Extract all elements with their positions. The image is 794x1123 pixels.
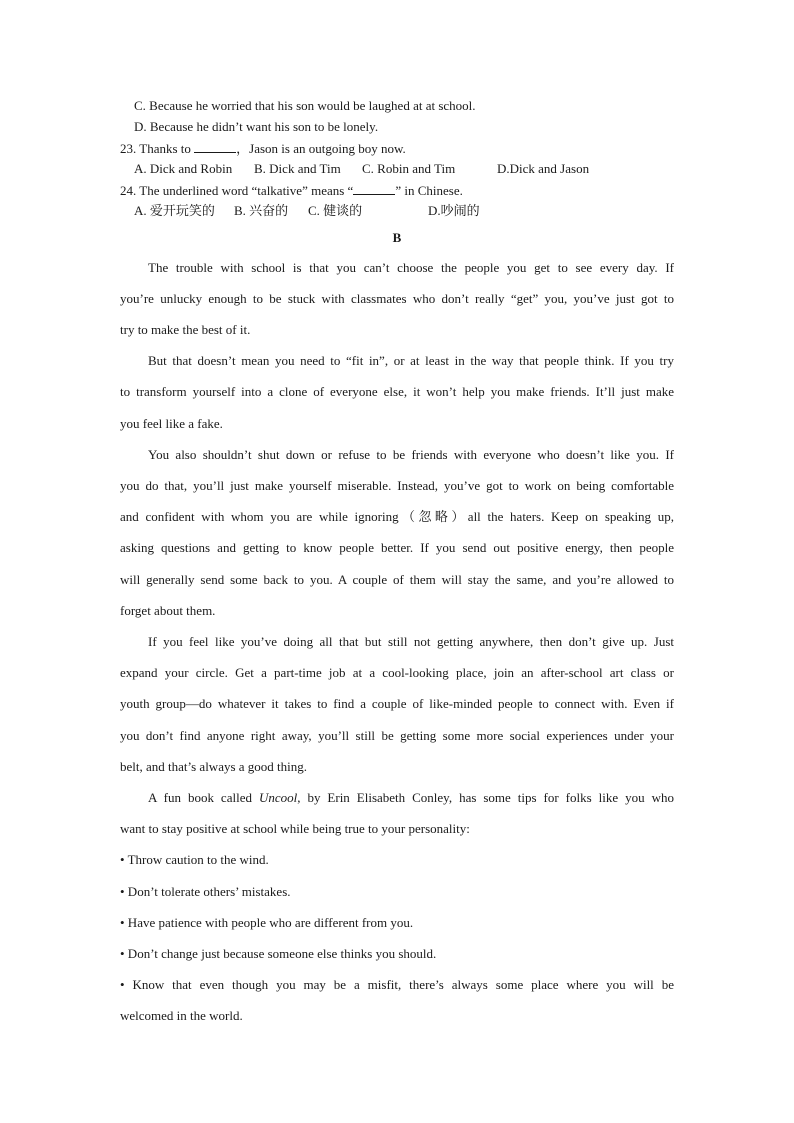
q23-option-d: D.Dick and Jason xyxy=(497,161,590,176)
q24-option-d: D.吵闹的 xyxy=(428,203,480,218)
question-24 xyxy=(120,182,463,199)
q23-option-b: B. Dick and Tim xyxy=(254,161,341,176)
section-heading: B xyxy=(392,230,402,245)
tip-item-5-continued: welcomed in the world. xyxy=(120,1008,243,1023)
option-c-prev-question: C. Because he worried that his son would be laughed at at school. xyxy=(134,98,476,113)
paragraph-4-line-2: expand your circle. Get a part-time job at a cool-looking place, join an after-school art class or xyxy=(120,665,674,680)
answer-blank xyxy=(353,182,395,195)
tip-item-5: • Know that even though you may be a misfit, there’s always some place where you will be xyxy=(120,977,674,992)
paragraph-4-line-4: you don’t find anyone right away, you’ll still be getting some more social experiences under your xyxy=(120,728,674,743)
q24-option-b: B. 兴奋的 xyxy=(234,203,289,218)
question-24-suffix: ” in Chinese. xyxy=(395,183,463,198)
book-title: Uncool xyxy=(258,790,298,805)
paragraph-3-line-6: forget about them. xyxy=(120,603,216,618)
tip-item-2: • Don’t tolerate others’ mistakes. xyxy=(120,884,291,899)
paragraph-2-line-1: But that doesn’t mean you need to “fit in”, or at least in the way that people think. If you try xyxy=(148,353,674,368)
answer-blank xyxy=(194,140,236,153)
paragraph-5-prefix: A fun book called xyxy=(148,790,259,805)
paragraph-4-line-3: youth group—do whatever it takes to find a couple of like-minded people to connect with. Even if xyxy=(120,696,674,711)
paragraph-1-line-1: The trouble with school is that you can’t choose the people you get to see every day. If xyxy=(148,260,674,275)
tip-item-4: • Don’t change just because someone else thinks you should. xyxy=(120,946,437,961)
option-d-prev-question: D. Because he didn’t want his son to be lonely. xyxy=(134,119,379,134)
paragraph-5-line-2: want to stay positive at school while being true to your personality: xyxy=(120,821,470,836)
paragraph-4-line-5: belt, and that’s always a good thing. xyxy=(120,759,308,774)
paragraph-3-line-1: You also shouldn’t shut down or refuse to be friends with everyone who doesn’t like you. If xyxy=(148,447,674,462)
paragraph-3-line-5: will generally send some back to you. A couple of them will stay the same, and you’re allowed to xyxy=(120,572,674,587)
paragraph-3-line-4: asking questions and getting to know people better. If you send out positive energy, then people xyxy=(120,540,674,555)
question-23 xyxy=(120,140,406,157)
q24-option-a: A. 爱开玩笑的 xyxy=(134,203,215,218)
paragraph-5-suffix: , by Erin Elisabeth Conley, has some tips for folks like you who xyxy=(297,790,674,805)
question-23-suffix: ，Jason is an outgoing boy now. xyxy=(236,141,406,156)
tip-item-3: • Have patience with people who are different from you. xyxy=(120,915,414,930)
paragraph-1-line-2: you’re unlucky enough to be stuck with classmates who don’t really “get” you, you’ve just got to xyxy=(120,291,674,306)
tip-item-1: • Throw caution to the wind. xyxy=(120,852,269,867)
paragraph-3-line-3: and confident with whom you are while ignoring（忽略）all the haters. Keep on speaking up, xyxy=(120,509,674,524)
paragraph-4-line-1: If you feel like you’ve doing all that but still not getting anywhere, then don’t give up. Just xyxy=(148,634,674,649)
question-24-prefix: 24. The underlined word “talkative” means “ xyxy=(120,183,354,198)
paragraph-5-line-1 xyxy=(148,789,674,807)
paragraph-1-line-3: try to make the best of it. xyxy=(120,322,251,337)
q23-option-a: A. Dick and Robin xyxy=(134,161,233,176)
paragraph-3-line-2: you do that, you’ll just make yourself miserable. Instead, you’ve got to work on being comfortable xyxy=(120,478,674,493)
paragraph-2-line-3: you feel like a fake. xyxy=(120,416,223,431)
question-23-prefix: 23. Thanks to xyxy=(120,141,191,156)
paragraph-2-line-2: to transform yourself into a clone of everyone else, it won’t help you make friends. It’ll just make xyxy=(120,384,674,399)
q23-option-c: C. Robin and Tim xyxy=(362,161,456,176)
q24-option-c: C. 健谈的 xyxy=(308,203,363,218)
